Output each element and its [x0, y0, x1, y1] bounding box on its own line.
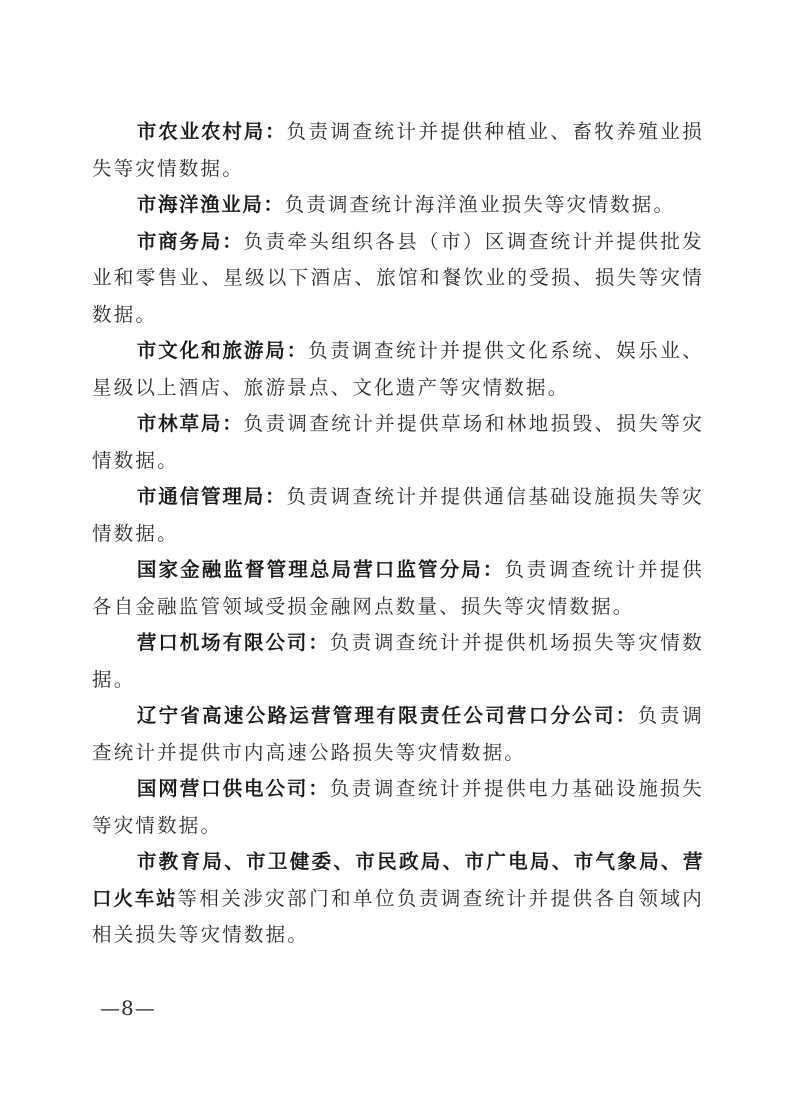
- org-name: 市文化和旅游局: [136, 339, 287, 362]
- org-name: 辽宁省高速公路运营管理有限责任公司营口分公司: [136, 704, 616, 727]
- paragraph-airport: [92, 625, 704, 698]
- paragraph-commerce: [92, 224, 704, 334]
- paragraph-other-departments: [92, 844, 704, 954]
- org-name: 市农业农村局: [136, 120, 266, 143]
- org-name: 营口机场有限公司: [136, 631, 309, 654]
- org-separator: ：: [308, 777, 330, 800]
- org-name: 国网营口供电公司: [136, 777, 309, 800]
- paragraph-text: 负责调查统计并提供通信基础设施损失等灾情数据。: [92, 485, 704, 545]
- org-name: 市海洋渔业局: [136, 193, 264, 216]
- paragraph-text: 负责调查统计并提供文化系统、娱乐业、星级以上酒店、旅游景点、文化遗产等灾情数据。: [92, 339, 705, 399]
- org-name: 市通信管理局: [136, 485, 266, 508]
- org-separator: ：: [265, 120, 287, 143]
- org-separator: ：: [615, 704, 638, 727]
- org-separator: ：: [308, 631, 330, 654]
- org-name: 市教育局、市卫健委、市民政局、市广电局、市气象局、营口火车站: [92, 850, 704, 910]
- org-separator: ：: [222, 412, 244, 435]
- paragraph-culture-tourism: [92, 333, 704, 406]
- org-name: 市林草局: [136, 412, 223, 435]
- paragraph-text: 负责调查统计并提供市内高速公路损失等灾情数据。: [92, 704, 705, 764]
- org-separator: ：: [222, 229, 244, 253]
- paragraph-finance: [92, 552, 704, 625]
- paragraph-text: 负责调查统计并提供各自金融监管领域受损金融网点数量、损失等灾情数据。: [92, 558, 704, 618]
- paragraph-text: 负责调查统计海洋渔业损失等灾情数据。: [284, 193, 676, 216]
- paragraph-text: 负责牵头组织各县（市）区调查统计并提供批发业和零售业、星级以下酒店、旅馆和餐饮业的受损、损失等灾情数据。: [92, 229, 704, 326]
- paragraph-highway: [92, 698, 704, 771]
- paragraph-text: 等相关涉灾部门和单位负责调查统计并提供各自领域内相关损失等灾情数据。: [92, 886, 704, 946]
- paragraph-telecom: [92, 479, 704, 552]
- paragraph-text: 负责调查统计并提供机场损失等灾情数据。: [92, 631, 704, 691]
- paragraph-forestry: [92, 406, 704, 479]
- paragraph-text: 负责调查统计并提供种植业、畜牧养殖业损失等灾情数据。: [92, 120, 704, 180]
- paragraph-power: [92, 771, 704, 844]
- org-name: 国家金融监督管理总局营口监管分局: [136, 558, 483, 581]
- org-separator: ：: [263, 193, 285, 216]
- paragraph-text: 负责调查统计并提供电力基础设施损失等灾情数据。: [92, 777, 704, 837]
- org-separator: ：: [482, 558, 505, 581]
- document-body: [92, 114, 704, 954]
- page-number: —8—: [100, 996, 156, 1020]
- org-separator: ：: [265, 485, 287, 508]
- paragraph-agriculture: [92, 114, 704, 187]
- org-separator: ：: [286, 339, 309, 362]
- paragraph-text: 负责调查统计并提供草场和林地损毁、损失等灾情数据。: [92, 412, 704, 472]
- paragraph-fishery: [92, 187, 704, 224]
- org-name: 市商务局: [136, 229, 223, 253]
